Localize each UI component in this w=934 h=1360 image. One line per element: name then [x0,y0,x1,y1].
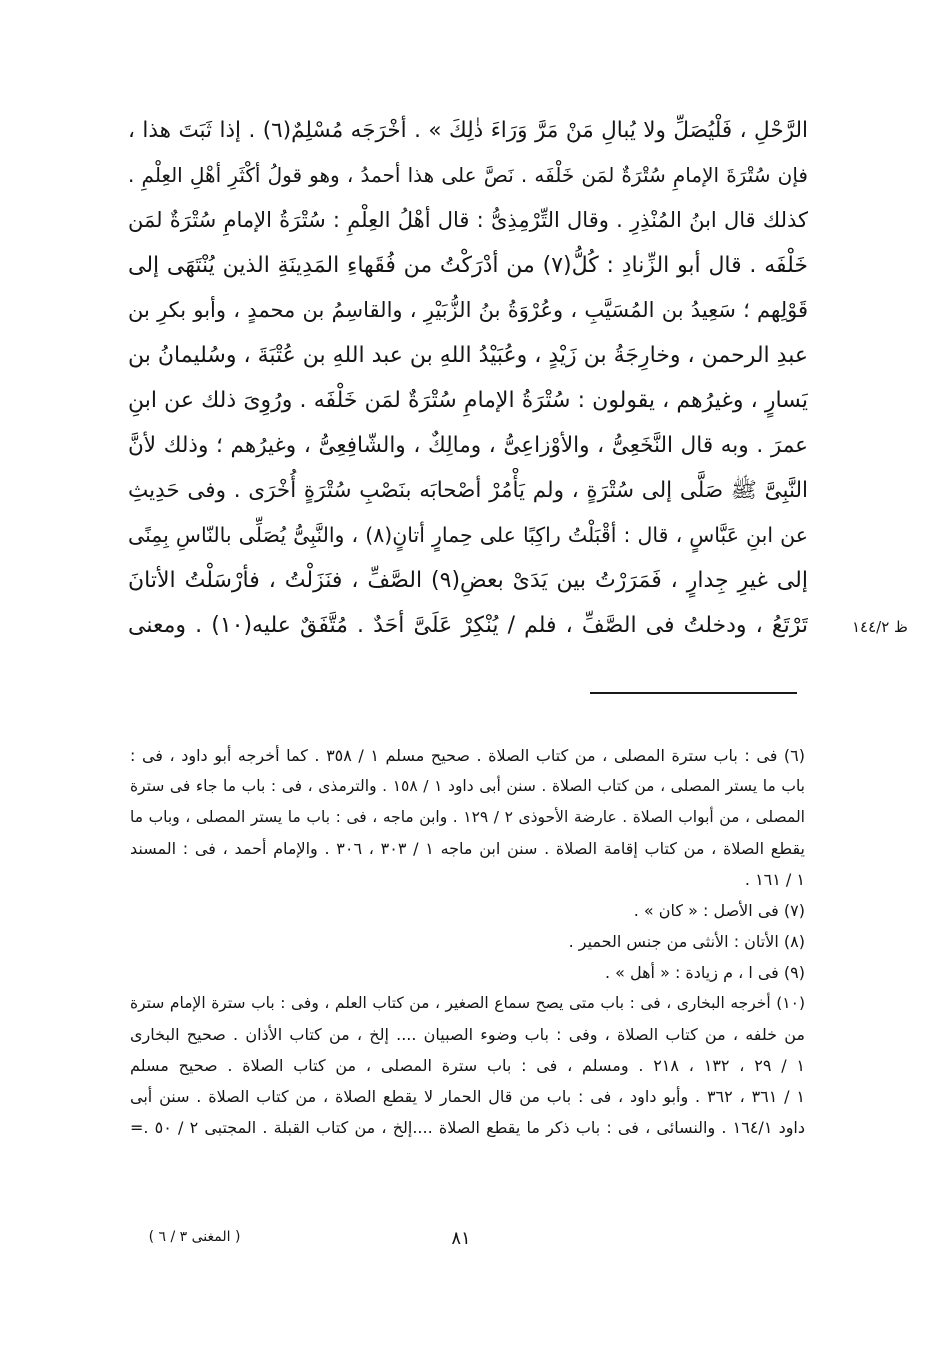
footnote-line: داود ١٦٤/١ . والنسائى ، فى : باب ذكر ما يقطع الصلاة ....إلخ ، من كتاب القبلة . المجتبى ٢ / ٥٠ .= [130,1118,805,1137]
main-text-line: كذلك قال ابنُ المُنْذِرِ . وقال التِّرْمِذِىُّ : قال أهْلُ العِلْمِ : سُتْرَةُ الإمامِ سُتْرَةٌ لمَن [128,208,808,232]
main-text-line: خَلْفَه . قال أبو الزِّنادِ : كُلُّ(٧) من أدْرَكْتُ من فُقَهاءِ المَدِينَةِ الذين يُنْتَهَى إلى [128,253,808,278]
main-text-line: الرَّحْلِ ، فَلْيُصَلِّ ولا يُبالِ مَنْ مَرَّ وَرَاءَ ذٰلِكَ » . أخْرَجَه مُسْلِمٌ(٦) . إذا ثَبَتَ هذا ، [128,118,808,143]
main-text-line: إلى غيرِ جِدارٍ ، فَمَرَرْتُ بين يَدَىْ بعضِ(٩) الصَّفِّ ، فنَزَلْتُ ، فأرْسَلْتُ الأتانَ [128,568,808,593]
main-text-line: عمرَ . وبه قال النَّخَعِىُّ ، والأوْزاعِىُّ ، ومالِكٌ ، والشّافِعِىُّ ، وغيرُهم ؛ وذلك لأنَّ [128,433,808,458]
footnote-separator [590,692,797,694]
footnote-line: ١ / ٣٦١ ، ٣٦٢ . وأبو داود ، فى : باب من قال الحمار لا يقطع الصلاة ، من كتاب الصلاة . سنن أبى [130,1087,805,1106]
footnote-line: (٨) الأتان : الأنثى من جنس الحمير . [568,932,805,951]
main-text [128,108,808,648]
footnote-line: يقطع الصلاة ، من كتاب إقامة الصلاة . سنن ابن ماجه ١ / ٣٠٣ ، ٣٠٦ . والإمام أحمد ، فى : المسند [130,839,805,858]
footnote-line: المصلى ، من أبواب الصلاة . عارضة الأحوذى ٢ / ١٢٩ . وابن ماجه ، فى : باب ما يستر المصلى ، وباب ما [130,808,805,826]
main-text-line: النَّبِىَّ ﷺ صَلَّى إلى سُتْرَةٍ ، ولم يَأْمُرْ أصْحابَه بنَصْبِ سُتْرَةٍ أُخْرَى . وفى حَدِيثِ [128,478,808,503]
footnote-line: (٦) فى : باب سترة المصلى ، من كتاب الصلاة . صحيح مسلم ١ / ٣٥٨ . كما أخرجه أبو داود ، فى : [130,746,805,765]
main-text-line: عبدِ الرحمن ، وخارِجَةُ بن زَيْدٍ ، وعُبَيْدُ اللهِ بن عبد اللهِ بن عُتْبَةَ ، وسُليمانُ بن [128,343,808,368]
running-reference: ( المغنى ٣ / ٦ ) [148,1229,241,1245]
footnotes [130,740,805,1143]
main-text-line: يَسارٍ ، وغيرُهم ، يقولون : سُتْرَةُ الإمامِ سُتْرَةٌ لمَن خَلْفَه . ورُوِىَ ذلك عن ابنِ [128,388,808,413]
main-text-line: تَرْتَعُ ، ودخلتُ فى الصَّفِّ ، فلم / يُنْكِرْ عَلَىَّ أحَدٌ . مُتَّفَقٌ عليه(١٠) . ومعنى [128,613,808,638]
main-text-line: عن ابنِ عَبَّاسٍ ، قال : أقْبَلْتُ راكِبًا على حِمارٍ أتانٍ(٨) ، والنَّبِىُّ يُصَلِّى بالنّاسِ بِمِنًى [128,523,808,547]
main-text-line: قَوْلِهم ؛ سَعِيدُ بن المُسَيَّبِ ، وعُرْوَةُ بنُ الزُّبَيْرِ ، والقاسِمُ بن محمدٍ ، وأبو بكرِ بن [128,298,808,322]
page-number: ٨١ [451,1228,471,1249]
footnote-line: ١ / ٢٩ ، ١٣٢ ، ٢١٨ . ومسلم ، فى : باب سترة المصلى ، من كتاب الصلاة . صحيح مسلم [130,1056,805,1075]
main-text-line: فإن سُتْرَةَ الإمامِ سُتْرَةٌ لمَن خَلْفَه . نَصَّ على هذا أحمدُ ، وهو قولُ أكْثَرِ أهْلِ العِلْمِ . [128,163,808,187]
margin-folio-note: ١٤٤/٢ ظ [852,618,908,636]
footnote-line: باب ما يستر المصلى ، من كتاب الصلاة . سنن أبى داود ١ / ١٥٨ . والترمذى ، فى : باب ما جاء فى سترة [130,777,805,795]
footnote-line: (٧) فى الأصل : « كان » . [633,901,805,920]
footnote-line: ١ / ١٦١ . [744,870,805,889]
footnote-line: من خلفه ، من كتاب الصلاة ، وفى : باب وضوء الصبيان .... إلخ ، من كتاب الأذان . صحيح البخارى [130,1025,805,1044]
footnote-line: (٩) فى ا ، م زيادة : « أهل » . [604,963,805,982]
footnote-line: (١٠) أخرجه البخارى ، فى : باب متى يصح سماع الصغير ، من كتاب العلم ، وفى : باب سترة الإمام سترة [130,994,805,1012]
